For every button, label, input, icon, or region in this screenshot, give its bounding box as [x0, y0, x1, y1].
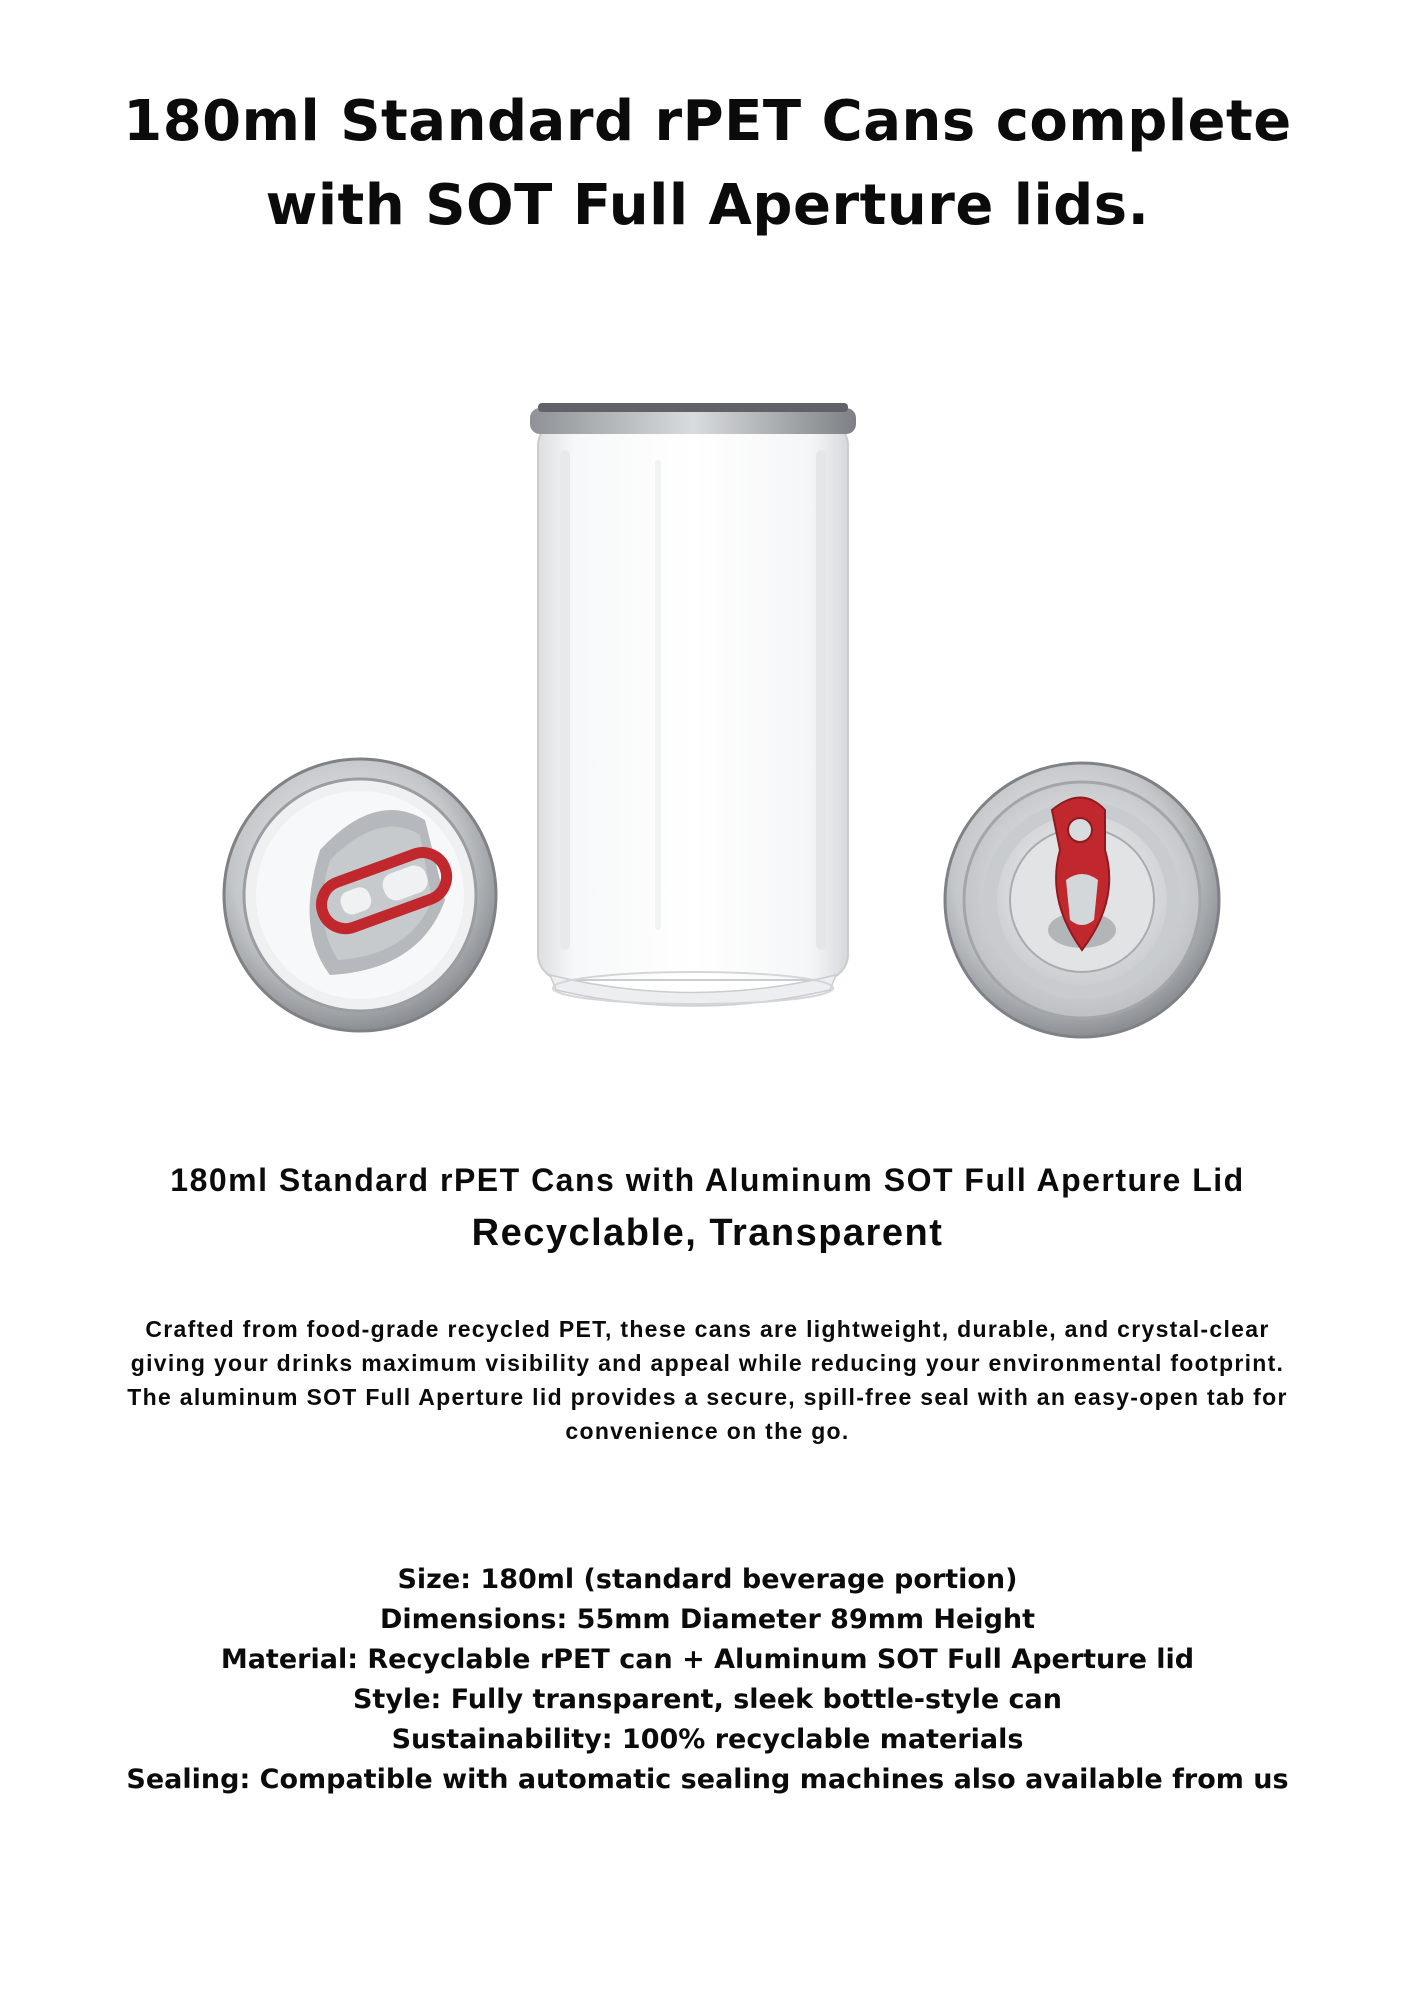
- spec-material: Material: Recyclable rPET can + Aluminum SOT Full Aperture lid: [220, 1644, 1195, 1675]
- spec-sealing: Sealing: Compatible with automatic sealing machines also available from us: [126, 1764, 1289, 1795]
- product-description: [90, 1312, 1325, 1448]
- page-title-line-2: with SOT Full Aperture lids.: [265, 173, 1150, 238]
- spec-sustainability: Sustainability: 100% recyclable materials: [391, 1724, 1024, 1755]
- description-line-4: convenience on the go.: [565, 1418, 850, 1444]
- spec-style: Style: Fully transparent, sleek bottle-style can: [352, 1684, 1062, 1715]
- spec-list: [0, 1560, 1415, 1800]
- spec-dimensions: Dimensions: 55mm Diameter 89mm Height: [379, 1604, 1036, 1635]
- product-tagline: Recyclable, Transparent: [471, 1212, 944, 1254]
- description-line-1: Crafted from food-grade recycled PET, these cans are lightweight, durable, and crystal-clear: [145, 1316, 1270, 1342]
- page-title-line-1: 180ml Standard rPET Cans complete: [123, 89, 1292, 154]
- spec-size: Size: 180ml (standard beverage portion): [397, 1564, 1018, 1595]
- lid-top-view: [945, 763, 1219, 1037]
- rpet-can: [530, 403, 856, 1006]
- product-image: [200, 390, 1240, 1070]
- page-title: [0, 80, 1415, 248]
- description-line-3: The aluminum SOT Full Aperture lid provides a secure, spill-free seal with an easy-open tab for: [127, 1384, 1288, 1410]
- description-line-2: giving your drinks maximum visibility and appeal while reducing your environmental footprint.: [130, 1350, 1285, 1376]
- product-subtitle: 180ml Standard rPET Cans with Aluminum SOT Full Aperture Lid: [170, 1162, 1245, 1198]
- lid-open-view: [224, 759, 496, 1031]
